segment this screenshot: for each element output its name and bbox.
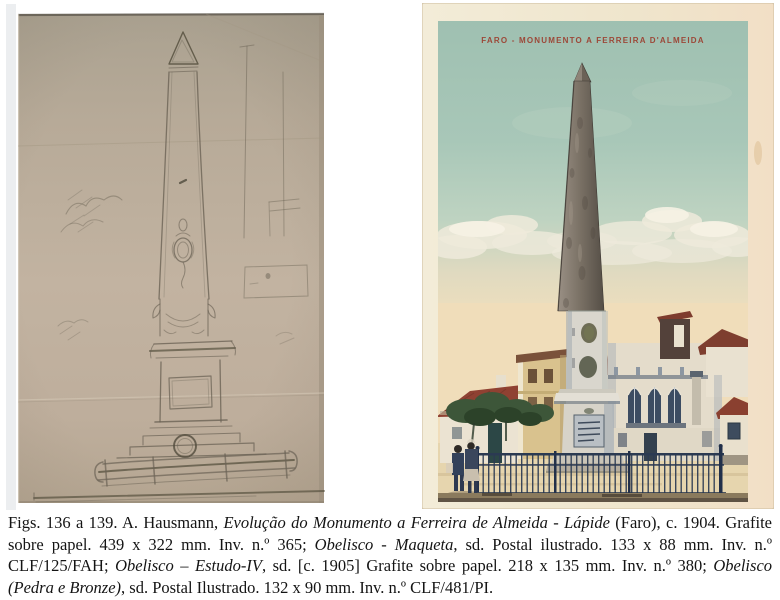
foreground-band xyxy=(438,493,748,502)
caption-text: Figs. 136 a 139. A. Hausmann, xyxy=(8,513,224,532)
caption-text: (Faro), c. 1904. Grafite sobre papel. 439 x 322 mm. Inv. n.º 365; xyxy=(8,513,772,554)
postcard-figure xyxy=(422,3,774,509)
sketch-drawing xyxy=(6,4,332,510)
caption-text: , sd. Postal Ilustrado. 132 x 90 mm. Inv. n.º CLF/481/PI. xyxy=(121,577,494,597)
postcard-image xyxy=(422,3,774,509)
caption-work-title: Evolução do Monumento a Ferreira de Almeida - Lápide xyxy=(223,513,610,532)
caption-work-title: Obelisco – Estudo-IV xyxy=(115,556,262,576)
postcard-title: FARO - MONUMENTO A FERREIRA D'ALMEIDA xyxy=(481,36,705,45)
sketch-paper xyxy=(18,14,324,503)
caption-work-title: Obelisco (Pedra e Bronze) xyxy=(8,556,773,597)
caption-text: , sd. [c. 1905] Grafite sobre papel. 218 x 135 mm. Inv. n.º 380; xyxy=(261,556,714,576)
figure-caption xyxy=(8,512,772,598)
sketch-figure xyxy=(6,4,332,510)
caption-work-title: Obelisco - Maqueta xyxy=(314,534,454,554)
scan-edge xyxy=(6,4,16,510)
caption-text: , sd. Postal ilustrado. 133 x 88 mm. Inv. n.º CLF/125/FAH; xyxy=(8,534,772,576)
